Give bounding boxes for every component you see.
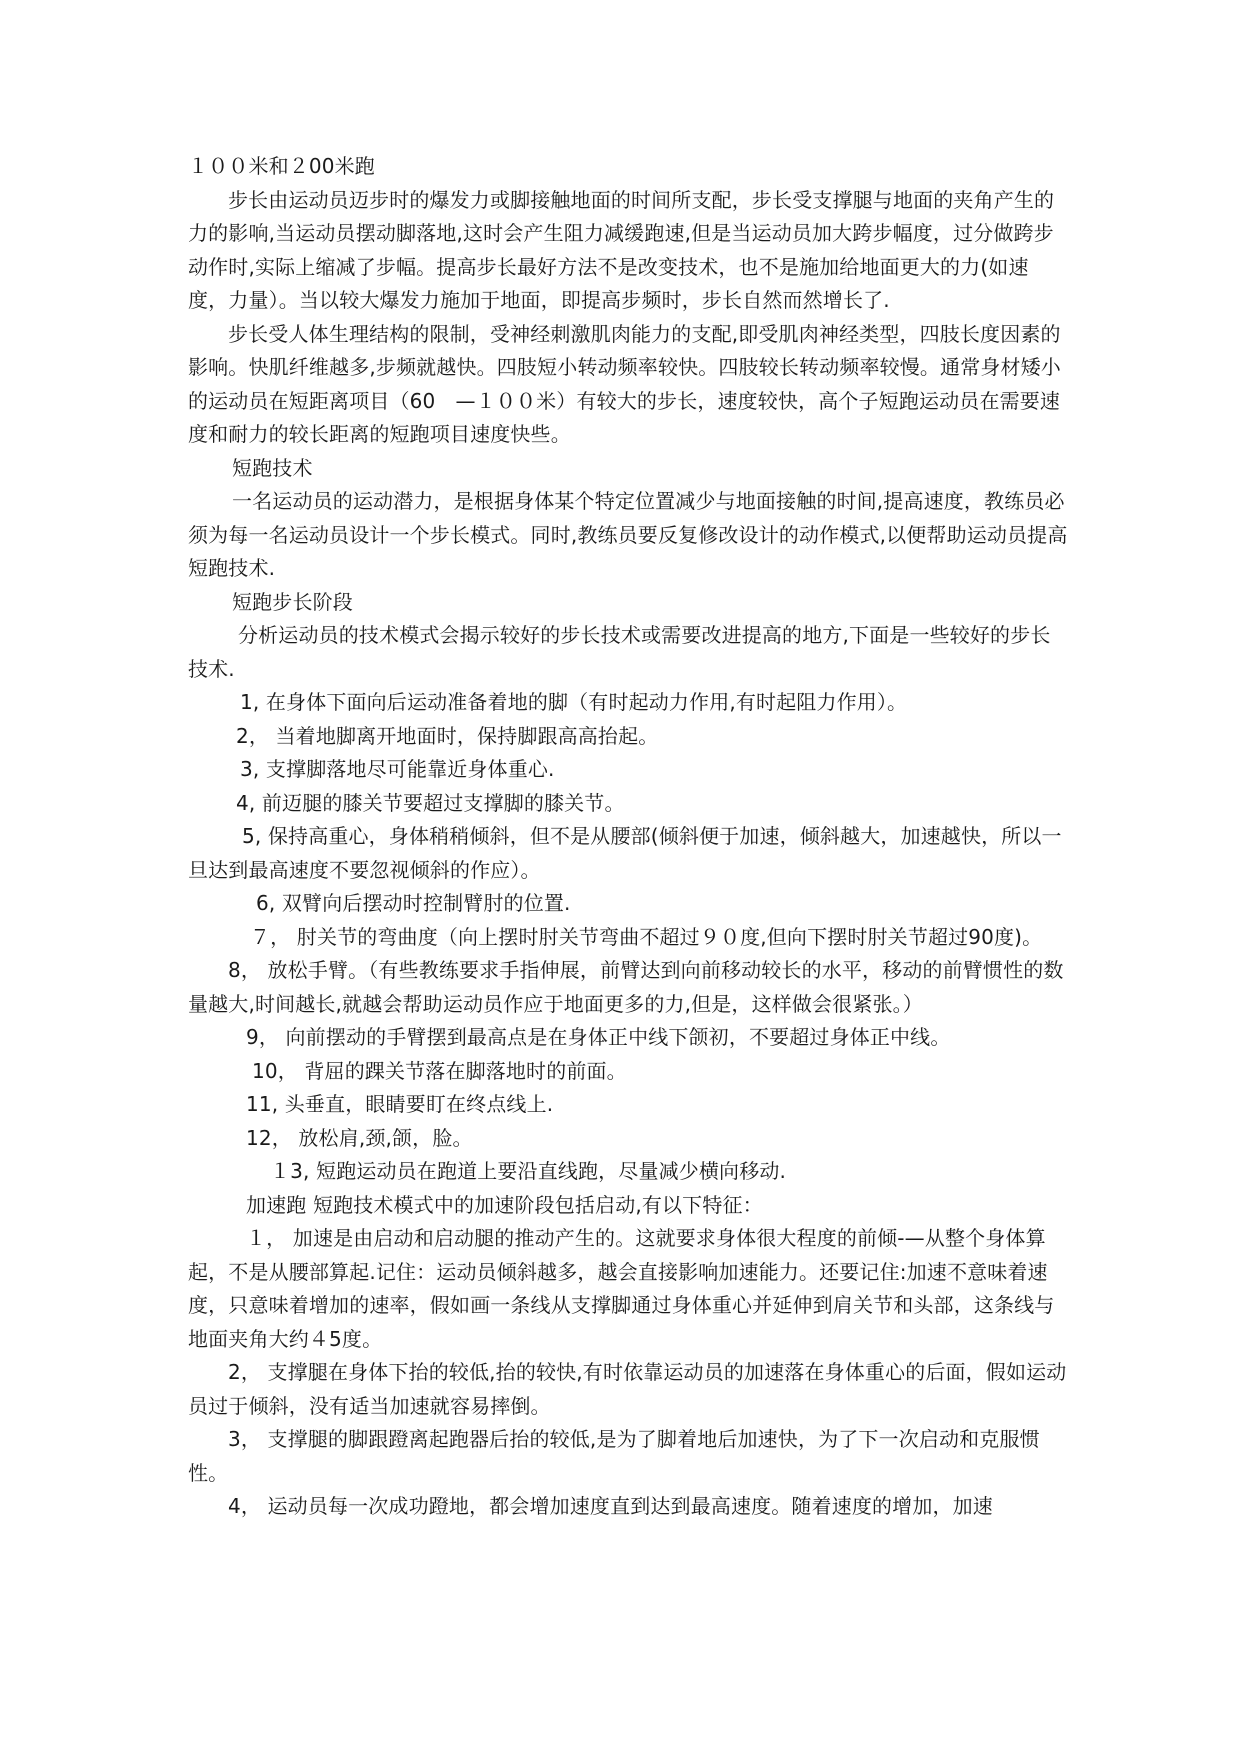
section-heading: 加速跑 短跑技术模式中的加速阶段包括启动,有以下特征： xyxy=(246,1192,763,1217)
list-item: 8， 放松手臂。（有些教练要求手指伸展，前臂达到向前移动较长的水平，移动的前臂惯性的数量越大,时间越长,就越会帮助运动员作应于地面更多的力,但是，这样做会很紧张。） xyxy=(188,958,1064,1016)
paragraph: 步长受人体生理结构的限制，受神经刺激肌肉能力的支配,即受肌肉神经类型，四肢长度因素的影响。快肌纤维越多,步频就越快。四肢短小转动频率较快。四肢较长转动频率较慢。通常身材矮小的运动员在短距离项目（60 —１００米）有较大的步长，速度较快，高个子短跑运动员在需要速度和耐力的较长距离的短跑项目速度快些。 xyxy=(188,321,1061,446)
list-item: 2， 当着地脚离开地面时，保持脚跟高高抬起。 xyxy=(236,723,659,748)
list-item: ７， 肘关节的弯曲度（向上摆时肘关节弯曲不超过９０度,但向下摆时肘关节超过90度)。 xyxy=(250,924,1043,949)
list-item: 3， 支撑腿的脚跟蹬离起跑器后抬的较低,是为了脚着地后加速快，为了下一次启动和克服惯性。 xyxy=(188,1427,1040,1485)
paragraph: 步长由运动员迈步时的爆发力或脚接触地面的时间所支配，步长受支撑腿与地面的夹角产生的力的影响,当运动员摆动脚落地,这时会产生阻力减缓跑速,但是当运动员加大跨步幅度，过分做跨步动作时,实际上缩减了步幅。提高步长最好方法不是改变技术，也不是施加给地面更大的力(如速度，力量）。当以较大爆发力施加于地面，即提高步频时，步长自然而然增长了. xyxy=(188,187,1055,312)
paragraph: 一名运动员的运动潜力，是根据身体某个特定位置减少与地面接触的时间,提高速度，教练员必须为每一名运动员设计一个步长模式。同时,教练员要反复修改设计的动作模式,以便帮助运动员提高短跑技术. xyxy=(188,489,1068,580)
list-item: 3, 支撑脚落地尽可能靠近身体重心. xyxy=(240,757,555,781)
list-item: 10， 背屈的踝关节落在脚落地时的前面。 xyxy=(252,1058,627,1083)
section-heading: 短跑技术 xyxy=(232,455,313,480)
list-item: １， 加速是由启动和启动腿的推动产生的。这就要求身体很大程度的前倾-—从整个身体算起，不是从腰部算起.记住：运动员倾斜越多，越会直接影响加速能力。还要记住:加速不意味着速度，只意味着增加的速率，假如画一条线从支撑脚通过身体重心并延伸到肩关节和头部，这条线与地面夹角大约４5度。 xyxy=(188,1226,1055,1351)
list-item: 4， 运动员每一次成功蹬地，都会增加速度直到达到最高速度。随着速度的增加，加速 xyxy=(228,1494,993,1518)
list-item: 2， 支撑腿在身体下抬的较低,抬的较快,有时依靠运动员的加速落在身体重心的后面，假如运动员过于倾斜，没有适当加速就容易摔倒。 xyxy=(188,1360,1067,1418)
list-item: 5, 保持高重心，身体稍稍倾斜，但不是从腰部(倾斜便于加速，倾斜越大，加速越快，所以一旦达到最高速度不要忽视倾斜的作应）。 xyxy=(188,824,1062,882)
document-body xyxy=(188,150,1068,1524)
list-item: 1, 在身体下面向后运动准备着地的脚（有时起动力作用,有时起阻力作用）。 xyxy=(240,690,908,714)
section-heading: 短跑步长阶段 xyxy=(232,589,353,614)
list-item: 12， 放松肩,颈,颌，脸。 xyxy=(246,1125,473,1150)
list-item: 6, 双臂向后摆动时控制臂肘的位置. xyxy=(256,891,571,915)
document-title: １００米和２00米跑 xyxy=(188,154,375,178)
list-item: 11, 头垂直，眼睛要盯在终点线上. xyxy=(246,1092,554,1116)
list-item: 9， 向前摆动的手臂摆到最高点是在身体正中线下颌初，不要超过身体正中线。 xyxy=(246,1025,951,1049)
paragraph: 分析运动员的技术模式会揭示较好的步长技术或需要改进提高的地方,下面是一些较好的步长技术. xyxy=(188,623,1051,681)
list-item: １3, 短跑运动员在跑道上要沿直线跑，尽量减少横向移动. xyxy=(270,1159,786,1183)
list-item: 4, 前迈腿的膝关节要超过支撑脚的膝关节。 xyxy=(236,790,625,815)
